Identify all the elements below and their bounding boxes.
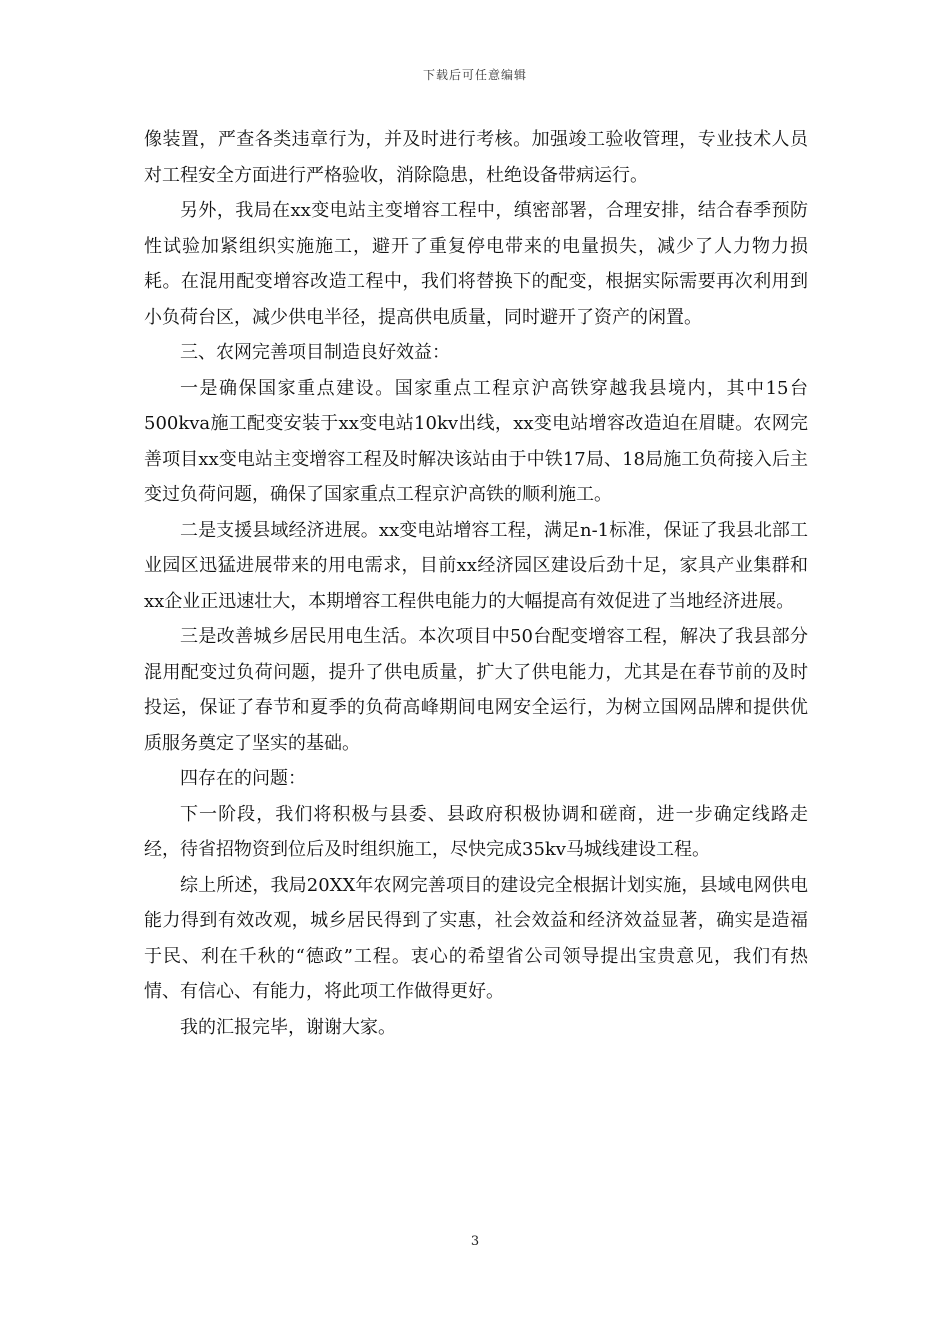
page-header: 下载后可任意编辑 [422, 68, 527, 82]
paragraph-6: 三是改善城乡居民用电生活。本次项目中50台配变增容工程，解决了我县部分混用配变过负荷问题，提升了供电质量，扩大了供电能力，尤其是在春节前的及时投运，保证了春节和夏季的负荷高峰期间电网安全运行，为树立国网品牌和提供优质服务奠定了坚实的基础。 [144, 626, 808, 754]
section-heading-4: 四存在的问题： [180, 768, 306, 789]
paragraph-4: 一是确保国家重点建设。国家重点工程京沪高铁穿越我县境内，其中15台500kva施工配变安装于xx变电站10kv出线，xx变电站增容改造迫在眉睫。农网完善项目xx变电站主变增容工程及时解决该站由于中铁17局、18局施工负荷接入后主变过负荷问题，确保了国家重点工程京沪高铁的顺利施工。 [144, 377, 808, 505]
paragraph-9: 综上所述，我局20XX年农网完善项目的建设完全根据计划实施，县域电网供电能力得到有效改观，城乡居民得到了实惠，社会效益和经济效益显著，确实是造福于民、利在千秋的“德政”工程。衷心的希望省公司领导提出宝贵意见，我们有热情、有信心、有能力，将此项工作做得更好。 [144, 874, 808, 1002]
paragraph-1: 像装置，严查各类违章行为，并及时进行考核。加强竣工验收管理，专业技术人员对工程安全方面进行严格验收，消除隐患，杜绝设备带病运行。 [144, 129, 808, 186]
document-body [144, 122, 808, 1045]
page-number: 3 [470, 1234, 480, 1249]
paragraph-2: 另外，我局在xx变电站主变增容工程中，缜密部署，合理安排，结合春季预防性试验加紧组织实施施工，避开了重复停电带来的电量损失，减少了人力物力损耗。在混用配变增容改造工程中，我们将替换下的配变，根据实际需要再次利用到小负荷台区，减少供电半径，提高供电质量，同时避开了资产的闲置。 [144, 200, 808, 328]
section-heading-3: 三、农网完善项目制造良好效益： [180, 342, 450, 363]
paragraph-5: 二是支援县域经济进展。xx变电站增容工程，满足n-1标准，保证了我县北部工业园区迅猛进展带来的用电需求，目前xx经济园区建设后劲十足，家具产业集群和xx企业正迅速壮大，本期增容工程供电能力的大幅提高有效促进了当地经济进展。 [144, 519, 808, 612]
paragraph-8: 下一阶段，我们将积极与县委、县政府积极协调和磋商，进一步确定线路走经，待省招物资到位后及时组织施工，尽快完成35kv马城线建设工程。 [144, 803, 808, 860]
closing-paragraph: 我的汇报完毕，谢谢大家。 [180, 1016, 396, 1038]
